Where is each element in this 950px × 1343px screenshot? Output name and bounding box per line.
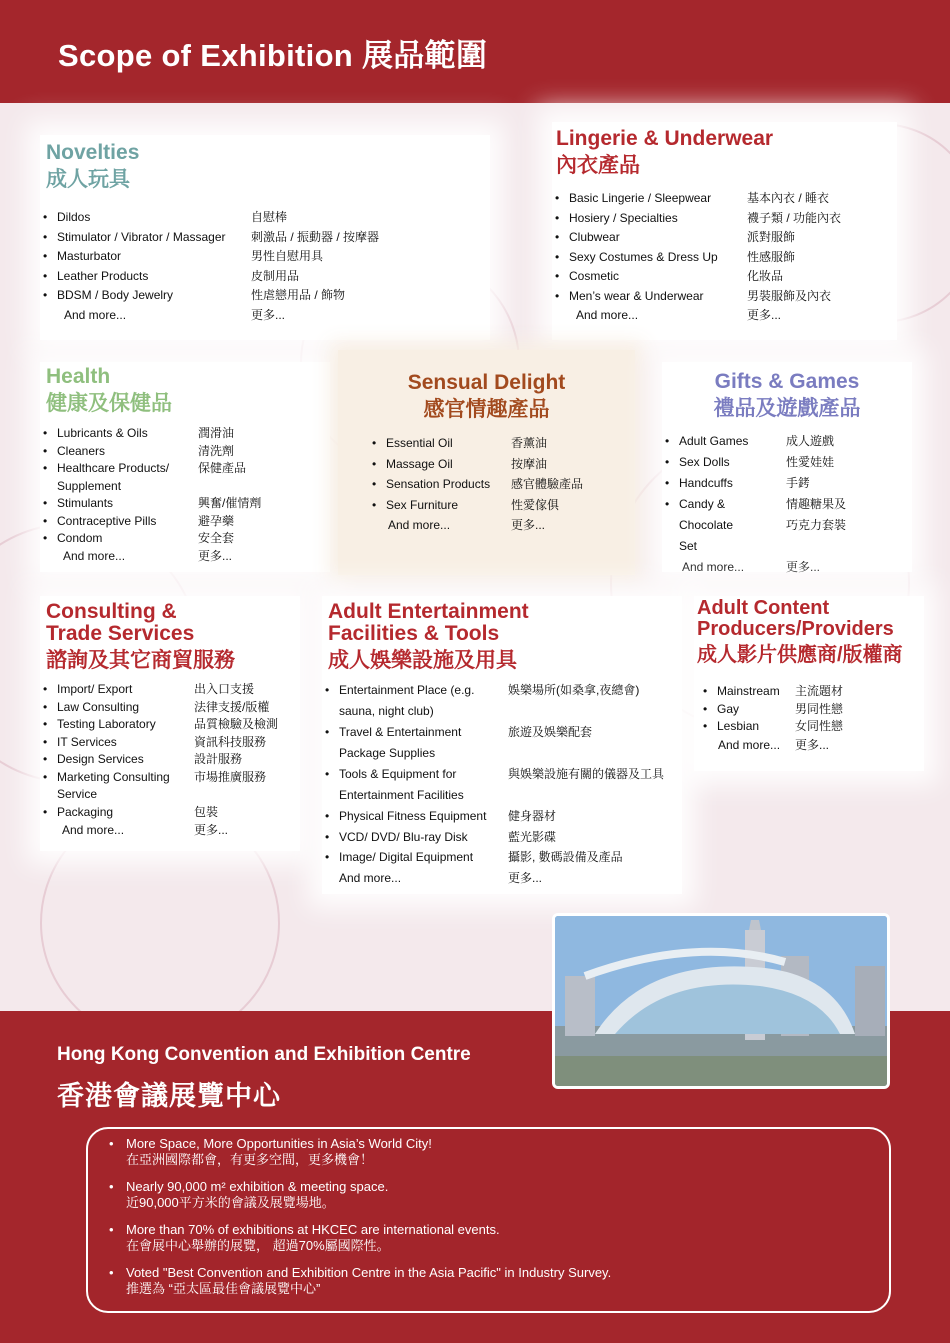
list-item: • Sex Furniture 性愛傢俱 [369, 495, 635, 516]
venue-title-en: Hong Kong Convention and Exhibition Centre [57, 1044, 471, 1065]
list-item: • Sensation Products 感官體驗產品 [369, 474, 635, 495]
list-item: • Gay 男同性戀 [700, 701, 924, 719]
more-row: And more... 更多... [718, 737, 830, 752]
list-item: • Testing Laboratory 品質檢驗及檢測 [40, 716, 300, 734]
list-item: • VCD/ DVD/ Blu-ray Disk 藍光影碟 [322, 827, 682, 848]
list-item: • IT Services 資訊科技服務 [40, 734, 300, 752]
section-title-zh: 諮詢及其它商貿服務 [46, 649, 235, 673]
section-health [40, 362, 330, 572]
section-title-zh: 健康及保健品 [46, 392, 172, 416]
list-item: • Design Services 設計服務 [40, 751, 300, 769]
section-title-zh: 感官情趣產品 [423, 398, 550, 422]
list-item: • Import/ Export 出入口支援 [40, 681, 300, 699]
section-title-en-line2: Facilities & Tools [328, 622, 500, 646]
list-item: • Healthcare Products/ Supplement 保健產品 [40, 460, 330, 495]
more-row: And more... 更多... [682, 560, 821, 575]
section-title-en-line1: Adult Content [697, 597, 830, 619]
more-row: And more... 更多... [388, 518, 546, 533]
section-gifts [662, 362, 912, 575]
venue-highlights-box [86, 1127, 891, 1313]
list-item: • Law Consulting 法律支援/版權 [40, 699, 300, 717]
list-item: • Packaging 包裝 [40, 804, 300, 822]
list-item: • Image/ Digital Equipment 攝影, 數碼設備及產品 [322, 847, 682, 868]
list-item: • Men’s wear & Underwear 男裝服飾及內衣 [552, 287, 897, 307]
more-row: And more... 更多... [62, 823, 229, 838]
list-item: • Mainstream 主流題材 [700, 683, 924, 701]
venue-point: • More than 70% of exhibitions at HKCEC are international events. 在會展中心舉辦的展覽， 超過70%屬國際性。 [126, 1222, 889, 1254]
list-item: • Stimulator / Vibrator / Massager 刺激品 / 振動器 / 按摩器 [40, 228, 490, 248]
section-entertainment [322, 596, 682, 894]
list-item: • Lesbian 女同性戀 [700, 718, 924, 736]
list-item: • Contraceptive Pills 避孕藥 [40, 513, 330, 531]
section-lingerie [552, 122, 897, 340]
list-item: • Tools & Equipment for Entertainment Facilities 與娛樂設施有關的儀器及工具 [322, 764, 682, 806]
venue-building-image [555, 916, 890, 1089]
section-title-en-line1: Adult Entertainment [328, 600, 529, 623]
venue-point: • Voted "Best Convention and Exhibition Centre in the Asia Pacific" in Industry Survey. 推選為 “亞太區最佳會議展覽中心” [126, 1265, 889, 1297]
section-title-zh: 成人玩具 [46, 168, 130, 192]
list-item: • Clubwear 派對服飾 [552, 228, 897, 248]
header-banner [0, 0, 950, 103]
section-novelties [40, 135, 490, 340]
section-title-zh: 禮品及遊戲產品 [713, 397, 861, 421]
section-title-zh: 成人娛樂設施及用具 [328, 649, 517, 673]
list-item: • Entertainment Place (e.g. sauna, night club) 娛樂場所(如桑拿,夜總會) [322, 680, 682, 722]
section-title-zh: 內衣產品 [556, 154, 640, 178]
more-row: And more... 更多... [63, 548, 233, 563]
list-item: • Travel & Entertainment Package Supplies 旅遊及娛樂配套 [322, 722, 682, 764]
list-item: • Leather Products 皮制用品 [40, 267, 490, 287]
list-item: • Hosiery / Specialties 襪子類 / 功能內衣 [552, 209, 897, 229]
list-item: • Candy & Chocolate Set 情趣糖果及巧克力套裝 [662, 494, 912, 557]
list-item: • BDSM / Body Jewelry 性虐戀用品 / 飾物 [40, 286, 490, 306]
more-row: And more... 更多... [339, 870, 543, 885]
section-title-en: Novelties [46, 141, 140, 164]
more-row: And more... 更多... [64, 307, 286, 322]
page-title: Scope of Exhibition 展品範圍 [58, 38, 488, 73]
section-consulting [40, 596, 300, 851]
venue-point: • More Space, More Opportunities in Asia’s World City! 在亞洲國際都會，有更多空間，更多機會！ [126, 1136, 889, 1168]
list-item: • Essential Oil 香薰油 [369, 433, 635, 454]
section-content [694, 596, 924, 771]
venue-photo [552, 913, 890, 1089]
section-title-en-line2: Trade Services [46, 622, 195, 646]
section-title-en-line2: Producers/Providers [697, 618, 894, 640]
venue-title-zh: 香港會議展覽中心 [57, 1081, 281, 1111]
section-title-en: Lingerie & Underwear [556, 127, 774, 150]
list-item: • Massage Oil 按摩油 [369, 454, 635, 475]
list-item: • Cosmetic 化妝品 [552, 267, 897, 287]
section-title-en: Sensual Delight [407, 371, 566, 394]
venue-point: • Nearly 90,000 m² exhibition & meeting space. 近90,000平方米的會議及展覽場地。 [126, 1179, 889, 1211]
list-item: • Dildos 自慰棒 [40, 208, 490, 228]
section-title-en: Gifts & Games [714, 370, 860, 393]
list-item: • Stimulants 興奮/催情劑 [40, 495, 330, 513]
list-item: • Adult Games 成人遊戲 [662, 431, 912, 452]
list-item: • Sex Dolls 性愛娃娃 [662, 452, 912, 473]
list-item: • Masturbator 男性自慰用具 [40, 247, 490, 267]
more-row: And more... 更多... [576, 308, 782, 323]
list-item: • Handcuffs 手銬 [662, 473, 912, 494]
section-title-en-line1: Consulting & [46, 600, 177, 623]
list-item: • Lubricants & Oils 潤滑油 [40, 425, 330, 443]
section-title-zh: 成人影片供應商/版權商 [697, 644, 903, 666]
list-item: • Physical Fitness Equipment 健身器材 [322, 806, 682, 827]
section-title-en: Health [46, 365, 111, 388]
list-item: • Cleaners 清洗劑 [40, 443, 330, 461]
list-item: • Marketing Consulting Service 市場推廣服務 [40, 769, 300, 804]
list-item: • Basic Lingerie / Sleepwear 基本內衣 / 睡衣 [552, 189, 897, 209]
section-sensual [338, 350, 635, 575]
list-item: • Condom 安全套 [40, 530, 330, 548]
list-item: • Sexy Costumes & Dress Up 性感服飾 [552, 248, 897, 268]
